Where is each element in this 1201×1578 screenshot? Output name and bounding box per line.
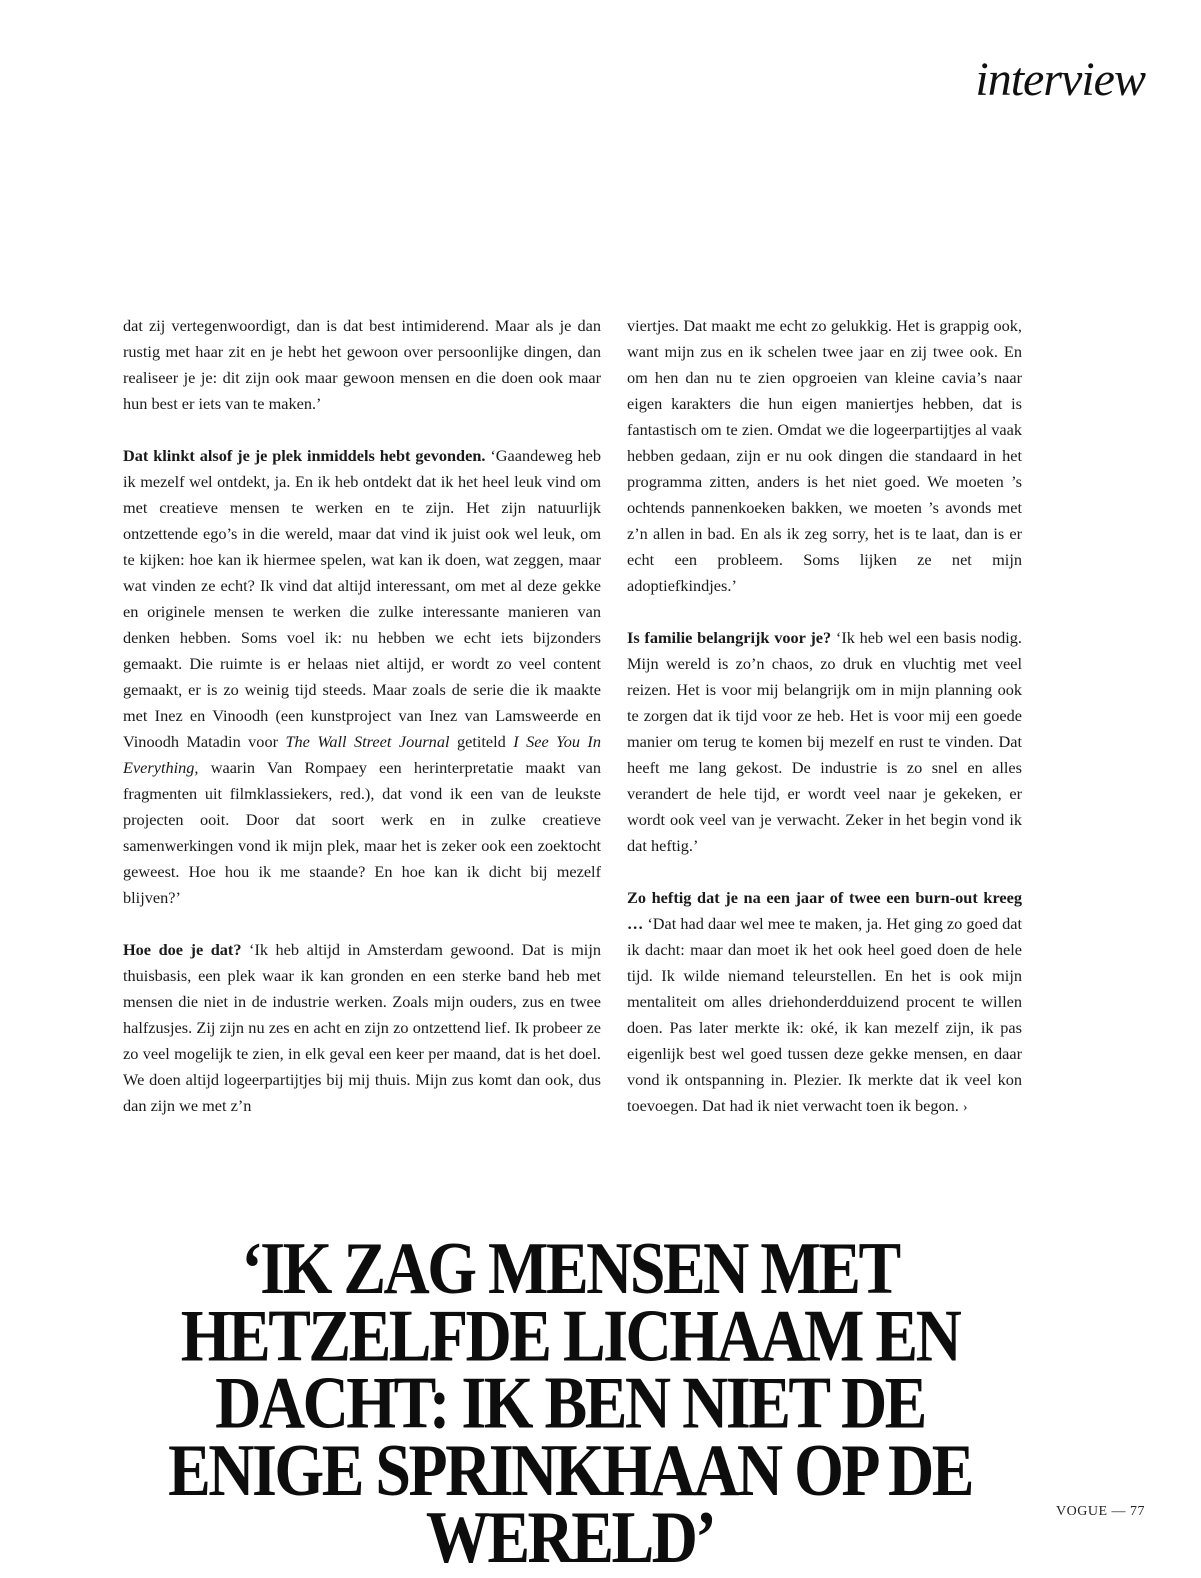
interview-question: Is familie belangrijk voor je? (627, 628, 832, 647)
work-title: I See You In Everything, (123, 732, 601, 777)
continue-arrow-icon: › (962, 1100, 968, 1115)
answer-text: ‘Ik heb wel een basis nodig. Mijn wereld is zo’n chaos, zo druk en vluchtig met veel reizen. Het is voor mij belangrijk om in mijn planning ook te zorgen dat ik tijd voor ze heb. Het is voor mij een goede manier om terug te komen bij mezelf en rust te vinden. Dat heeft me lang gekost. De industrie is zo snel en alles verandert de hele tijd, er wordt veel naar je gekeken, er wordt ook veel van je verwacht. Zeker in het begin vond ik dat heftig.’ (627, 628, 1022, 855)
answer-text: ‘Dat had daar wel mee te maken, ja. Het ging zo goed dat ik dacht: maar dan moet ik het ook heel goed doen de hele tijd. Ik wilde niemand teleurstellen. En het is ook mijn mentaliteit om alles driehonderdduizend procent te willen doen. Pas later merkte ik: oké, ik kan mezelf zijn, ik pas eigenlijk best wel goed tussen deze gekke mensen, en daar vond ik ontspanning in. Plezier. Ik merkte dat ik veel kon toevoegen. Dat had ik niet verwacht toen ik begon. (627, 914, 1022, 1115)
pull-quote: ‘IK ZAG MENSEN MET HETZELFDE LICHAAM EN DACHT: IK BEN NIET DE ENIGE SPRINKHAAN OP DE WERELD’ (168, 1226, 972, 1578)
page-footer-folio: VOGUE — 77 (1056, 1504, 1145, 1519)
paragraph (627, 885, 1022, 1121)
answer-text: ‘Gaandeweg heb ik mezelf wel ontdekt, ja. En ik heb ontdekt dat ik het heel leuk vind om met creatieve mensen te werken en te zijn. Het zijn natuurlijk ontzettende ego’s in die wereld, maar dat vind ik juist ook wel leuk, om te kijken: hoe kan ik hiermee spelen, wat kan ik doen, wat zeggen, maar wat vinden ze echt? Ik vind dat altijd interessant, om met al deze gekke en originele mensen te werken die zulke interessante manieren van denken hebben. Soms voel ik: nu hebben we echt iets bijzonders gemaakt. Die ruimte is er helaas niet altijd, er wordt zo veel content gemaakt, er is zo weinig tijd steeds. Maar zoals de serie die ik maakte met Inez en Vinoodh (een kunstproject van Inez van Lamsweerde en Vinoodh Matadin voor (123, 446, 601, 751)
interview-question: Dat klinkt alsof je je plek inmiddels hebt gevonden. (123, 446, 486, 465)
paragraph: dat zij vertegenwoordigt, dan is dat best intimiderend. Maar als je dan rustig met haar zit en je hebt het gewoon over persoonlijke dingen, dan realiseer je je: dit zijn ook maar gewoon mensen en die doen ook maar hun best er iets van te maken.’ (123, 316, 601, 413)
answer-text: getiteld (449, 732, 514, 751)
article-column-left (123, 313, 601, 1119)
paragraph (123, 443, 601, 911)
interview-question: Hoe doe je dat? (123, 940, 242, 959)
paragraph: viertjes. Dat maakt me echt zo gelukkig. Het is grappig ook, want mijn zus en ik schelen twee jaar en zij twee ook. En om hen dan nu te zien opgroeien van kleine cavia’s naar eigen karakters die hun eigen maniertjes hebben, dat is fantastisch om te zien. Omdat we die logeerpartijtjes al vaak hebben gedaan, zijn er nu ook dingen die standaard in het programma zitten, anders is het niet goed. We moeten ’s ochtends pannenkoeken bakken, we moeten ’s avonds met z’n allen in bad. En als ik zeg sorry, het is te laat, dan is er echt een probleem. Soms lijken ze net mijn adoptiefkindjes.’ (627, 316, 1022, 595)
answer-text: waarin Van Rompaey een herinterpretatie maakt van fragmenten uit filmklassiekers, red.), dat vond ik een van de leukste projecten ooit. Door dat soort werk en in zulke creatieve samenwerkingen vond ik mijn plek, maar het is zeker ook een zoektocht geweest. Hoe hou ik me staande? En hoe kan ik dicht bij mezelf blijven?’ (123, 758, 601, 907)
section-label: interview (975, 53, 1145, 106)
answer-text: ‘Ik heb altijd in Amsterdam gewoond. Dat is mijn thuisbasis, een plek waar ik kan gronden en een sterke band heb met mensen die niet in de industrie werken. Zoals mijn ouders, zus en twee halfzusjes. Zij zijn nu zes en acht en zijn zo ontzettend lief. Ik probeer ze zo veel mogelijk te zien, in elk geval een keer per maand, dat is het doel. We doen altijd logeerpartijtjes bij mij thuis. Mijn zus komt dan ook, dus dan zijn we met z’n (123, 940, 601, 1115)
interview-question: Zo heftig dat je na een jaar of twee een burn-out kreeg … (627, 888, 1022, 933)
publication-title: The Wall Street Journal (285, 732, 450, 751)
article-column-right (627, 313, 1022, 1121)
paragraph (627, 625, 1022, 859)
paragraph (123, 937, 601, 1119)
